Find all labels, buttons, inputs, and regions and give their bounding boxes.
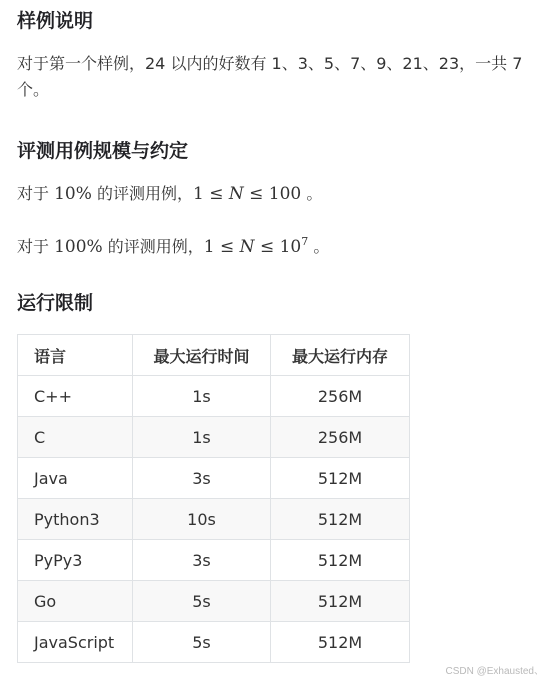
sample-heading: 样例说明 — [17, 10, 94, 32]
limits-table — [17, 334, 410, 663]
table-row — [18, 581, 410, 622]
cell-time: 10s — [133, 499, 271, 540]
scale-line-2-prefix: 对于 — [17, 237, 55, 256]
limits-heading: 运行限制 — [17, 292, 94, 314]
cell-memory: 512M — [271, 499, 410, 540]
scale-line-1-math: 1 ≤ N ≤ 100 — [192, 184, 302, 204]
table-row — [18, 499, 410, 540]
cell-language: JavaScript — [18, 622, 133, 663]
cell-memory: 512M — [271, 458, 410, 499]
column-header-language: 语言 — [18, 335, 133, 376]
table-row — [18, 458, 410, 499]
table-row — [18, 540, 410, 581]
cell-language: Python3 — [18, 499, 133, 540]
cell-time: 1s — [133, 417, 271, 458]
scale-line-1 — [17, 181, 547, 207]
table-row — [18, 622, 410, 663]
scale-line-1-end: 。 — [301, 184, 323, 203]
cell-memory: 256M — [271, 417, 410, 458]
cell-language: PyPy3 — [18, 540, 133, 581]
scale-line-2-end: 。 — [308, 237, 330, 256]
cell-language: C — [18, 417, 133, 458]
scale-line-2-mid: 的评测用例， — [102, 237, 204, 256]
cell-memory: 512M — [271, 540, 410, 581]
cell-language: Go — [18, 581, 133, 622]
cell-time: 5s — [133, 622, 271, 663]
table-header-row — [18, 335, 410, 376]
cell-memory: 512M — [271, 622, 410, 663]
csdn-watermark: CSDN @Exhausted、 — [445, 666, 544, 677]
column-header-time: 最大运行时间 — [133, 335, 271, 376]
cell-memory: 512M — [271, 581, 410, 622]
table-row — [18, 376, 410, 417]
cell-time: 3s — [133, 458, 271, 499]
scale-line-2-math: $1 \le N \le 10^7$ — [203, 235, 309, 257]
scale-line-2 — [17, 229, 547, 260]
scale-line-1-percent: 10% — [54, 184, 92, 204]
column-header-memory: 最大运行内存 — [271, 335, 410, 376]
table-row — [18, 417, 410, 458]
cell-memory: 256M — [271, 376, 410, 417]
cell-language: C++ — [18, 376, 133, 417]
cell-time: 5s — [133, 581, 271, 622]
scale-line-2-percent: 100% — [54, 237, 103, 257]
scale-heading: 评测用例规模与约定 — [17, 140, 189, 162]
cell-time: 3s — [133, 540, 271, 581]
scale-line-1-mid: 的评测用例， — [91, 184, 193, 203]
sample-text: 对于第一个样例，24 以内的好数有 1、3、5、7、9、21、23，一共 7 个。 — [17, 54, 523, 99]
cell-time: 1s — [133, 376, 271, 417]
cell-language: Java — [18, 458, 133, 499]
scale-line-1-prefix: 对于 — [17, 184, 55, 203]
